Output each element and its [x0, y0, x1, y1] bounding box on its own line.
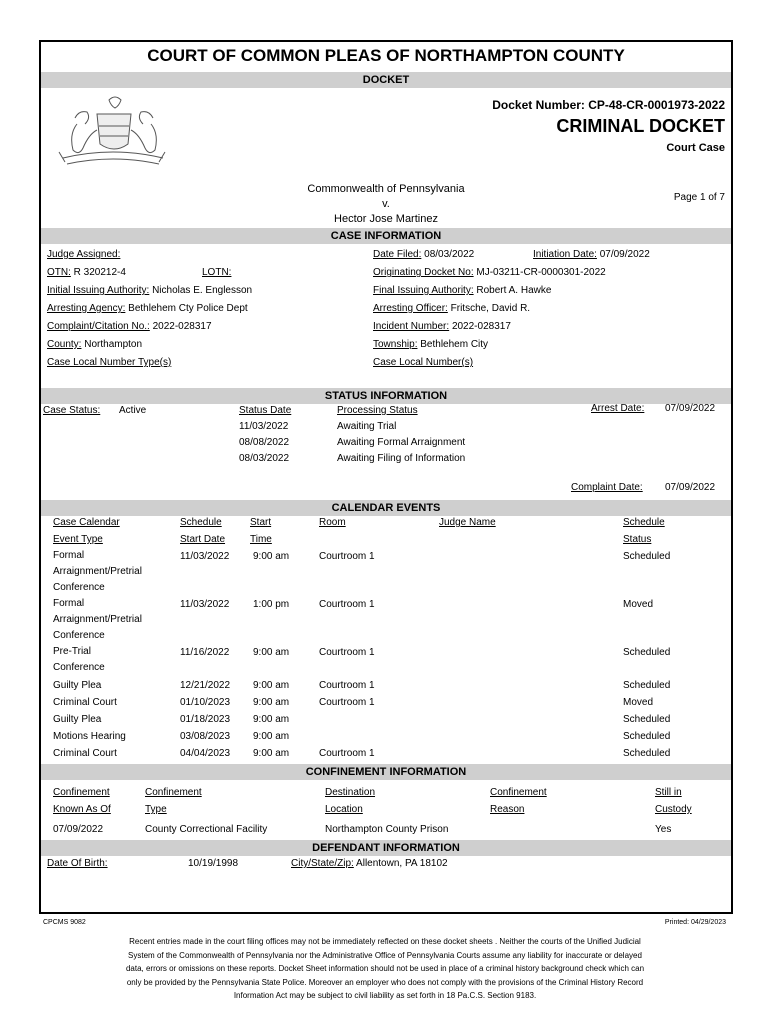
calendar-time: 9:00 am	[253, 551, 290, 562]
county-label: County:	[47, 339, 82, 350]
initial-authority-value: Nicholas E. Englesson	[152, 285, 253, 296]
calendar-time: 9:00 am	[253, 697, 290, 708]
complaint-citation	[47, 318, 212, 335]
event-type-line: Formal	[53, 598, 85, 609]
event-type-line: Pre-Trial	[53, 646, 91, 657]
city-label: City/State/Zip:	[291, 858, 354, 869]
calendar-events-bar: CALENDAR EVENTS	[41, 500, 731, 516]
calendar-event-type: Guilty Plea	[53, 714, 102, 725]
initial-authority-label: Initial Issuing Authority:	[47, 285, 150, 296]
calendar-time: 9:00 am	[253, 731, 290, 742]
county-value: Northampton	[84, 339, 143, 350]
incident-label: Incident Number:	[373, 321, 450, 332]
confinement-known-value: 07/09/2022	[53, 824, 104, 835]
calendar-date: 11/03/2022	[180, 551, 230, 562]
arrest-date-value: 07/09/2022	[665, 403, 716, 414]
complaint-label: Complaint/Citation No.:	[47, 321, 150, 332]
calendar-date: 12/21/2022	[180, 680, 231, 691]
docket-number	[492, 98, 725, 112]
case-status-label: Case Status:	[43, 405, 101, 416]
calendar-status: Moved	[623, 697, 654, 708]
destination-header: Location	[325, 804, 363, 815]
calendar-event-type: Criminal Court	[53, 748, 117, 759]
processing-status: Awaiting Filing of Information	[337, 453, 466, 464]
disclaimer-line: Information Act may be subject to civil liability as set forth in 18 Pa.C.S. Section 9183.	[233, 991, 537, 1000]
calendar-room: Courtroom 1	[319, 599, 375, 610]
initiation-label: Initiation Date:	[533, 249, 597, 260]
room-header: Room	[319, 517, 346, 528]
event-type-line: Arraignment/Pretrial	[53, 566, 142, 577]
confinement-reason-header: Reason	[490, 804, 525, 815]
township	[373, 336, 488, 353]
disclaimer-line: System of the Commonwealth of Pennsylvania nor the Administrative Office of Pennsylvania Courts assume any liability for inaccurate or delayed	[128, 950, 642, 960]
local-number-label: Case Local Number(s)	[373, 357, 474, 368]
city-value: Allentown, PA 18102	[356, 858, 448, 869]
docket-number-label: Docket Number:	[492, 98, 585, 112]
otn-value: R 320212-4	[73, 267, 126, 278]
disclaimer-line: only be provided by the Pennsylvania State Police. Moreover an employer who does not comply with the provisions of the Criminal History Record	[126, 977, 644, 987]
final-issuing-authority	[373, 282, 551, 299]
initiation-date	[533, 246, 650, 263]
calendar-status: Moved	[623, 599, 654, 610]
confinement-type-header: Confinement	[145, 787, 202, 798]
event-type-line: Conference	[53, 582, 105, 593]
calendar-status: Scheduled	[623, 731, 671, 742]
schedule-date-header: Start Date	[180, 534, 226, 545]
start-time-header: Time	[250, 534, 272, 545]
calendar-date: 04/04/2023	[180, 748, 231, 759]
otn-label: OTN:	[47, 267, 71, 278]
dob-label: Date Of Birth:	[47, 858, 108, 869]
arresting-officer-value: Fritsche, David R.	[450, 303, 531, 314]
docket-number-value: CP-48-CR-0001973-2022	[588, 98, 725, 112]
calendar-status: Scheduled	[623, 647, 671, 658]
calendar-status: Scheduled	[623, 714, 671, 725]
printed-date: Printed: 04/29/2023	[664, 919, 726, 926]
lotn	[202, 264, 231, 281]
calendar-date: 01/18/2023	[180, 714, 231, 725]
status-date-label: Status Date	[239, 405, 292, 416]
initial-issuing-authority	[47, 282, 252, 299]
schedule-date-header: Schedule	[180, 517, 222, 528]
calendar-room: Courtroom 1	[319, 551, 375, 562]
form-number: CPCMS 9082	[43, 919, 86, 926]
calendar-room: Courtroom 1	[319, 697, 375, 708]
destination-value: Northampton County Prison	[325, 824, 449, 835]
status-date-header	[239, 402, 291, 419]
criminal-docket-heading: CRIMINAL DOCKET	[556, 116, 725, 136]
confinement-reason-header: Confinement	[490, 787, 547, 798]
calendar-time: 9:00 am	[253, 680, 290, 691]
date-filed-label: Date Filed:	[373, 249, 422, 260]
calendar-event-type	[53, 548, 142, 596]
schedule-status-header: Status	[623, 534, 652, 545]
arresting-officer	[373, 300, 530, 317]
disclaimer-line: Recent entries made in the court filing offices may not be immediately reflected on these docket sheets . Neither the courts of the Unified Judicial	[129, 937, 641, 946]
court-title: COURT OF COMMON PLEAS OF NORTHAMPTON COUNTY	[147, 46, 625, 65]
destination-header: Destination	[325, 787, 376, 798]
event-type-header: Case Calendar	[53, 517, 120, 528]
docket-frame	[39, 40, 733, 914]
originating-docket	[373, 264, 606, 281]
court-case-label: Court Case	[666, 142, 725, 154]
defendant-information-bar: DEFENDANT INFORMATION	[41, 840, 731, 856]
case-local-number-type	[47, 354, 171, 371]
calendar-date: 01/10/2023	[180, 697, 231, 708]
case-caption	[41, 182, 731, 227]
calendar-room: Courtroom 1	[319, 680, 375, 691]
calendar-room: Courtroom 1	[319, 647, 375, 658]
processing-status-header	[337, 402, 418, 419]
calendar-event-type	[53, 644, 105, 676]
city-state-zip	[291, 855, 448, 872]
versus-text: v.	[382, 198, 390, 210]
event-type-line: Arraignment/Pretrial	[53, 614, 142, 625]
incident-number	[373, 318, 511, 335]
arresting-officer-label: Arresting Officer:	[373, 303, 448, 314]
incident-value: 2022-028317	[451, 321, 511, 332]
case-local-number	[373, 354, 473, 371]
status-date: 08/08/2022	[239, 437, 290, 448]
disclaimer-line: data, errors or omissions on these reports. Docket Sheet information should not be used in place of a criminal history background check which can	[125, 964, 645, 973]
calendar-event-type	[53, 596, 142, 644]
confinement-known-header: Confinement	[53, 787, 110, 798]
originating-docket-label: Originating Docket No:	[373, 267, 474, 278]
schedule-status-header: Schedule	[623, 517, 665, 528]
plaintiff-name: Commonwealth of Pennsylvania	[307, 183, 465, 195]
confinement-known-header: Known As Of	[53, 804, 111, 815]
status-date: 08/03/2022	[239, 453, 290, 464]
date-filed-value: 08/03/2022	[424, 249, 475, 260]
confinement-type-header: Type	[145, 804, 167, 815]
processing-status: Awaiting Trial	[337, 421, 397, 432]
date-of-birth	[47, 855, 108, 872]
final-authority-value: Robert A. Hawke	[476, 285, 552, 296]
arresting-agency-value: Bethlehem Cty Police Dept	[128, 303, 248, 314]
processing-status-label: Processing Status	[337, 405, 418, 416]
event-type-header: Event Type	[53, 534, 103, 545]
initiation-value: 07/09/2022	[599, 249, 650, 260]
calendar-time: 9:00 am	[253, 647, 290, 658]
calendar-status: Scheduled	[623, 748, 671, 759]
complaint-date	[571, 479, 643, 496]
confinement-information-bar: CONFINEMENT INFORMATION	[41, 764, 731, 780]
still-in-custody-header: Still in	[655, 787, 682, 798]
county	[47, 336, 142, 353]
arrest-date	[591, 400, 644, 417]
calendar-date: 11/16/2022	[180, 647, 230, 658]
calendar-time: 1:00 pm	[253, 599, 290, 610]
otn	[47, 264, 126, 281]
date-filed	[373, 246, 474, 263]
township-value: Bethlehem City	[420, 339, 489, 350]
start-time-header: Start	[250, 517, 272, 528]
calendar-time: 9:00 am	[253, 714, 290, 725]
judge-label: Judge Assigned:	[47, 249, 121, 260]
event-type-line: Conference	[53, 662, 105, 673]
calendar-status: Scheduled	[623, 680, 671, 691]
township-label: Township:	[373, 339, 418, 350]
docket-bar: DOCKET	[41, 72, 731, 88]
calendar-date: 03/08/2023	[180, 731, 231, 742]
status-date: 11/03/2022	[239, 421, 289, 432]
disclaimer	[60, 935, 710, 1003]
judge-assigned-label	[47, 246, 120, 263]
calendar-status: Scheduled	[623, 551, 671, 562]
calendar-room: Courtroom 1	[319, 748, 375, 759]
date-of-birth-value: 10/19/1998	[188, 858, 239, 869]
arrest-date-label: Arrest Date:	[591, 403, 645, 414]
originating-docket-value: MJ-03211-CR-0000301-2022	[476, 267, 606, 278]
arresting-agency-label: Arresting Agency:	[47, 303, 126, 314]
still-in-custody-value: Yes	[655, 824, 672, 835]
calendar-date: 11/03/2022	[180, 599, 230, 610]
page-number: Page 1 of 7	[673, 192, 725, 203]
event-type-line: Formal	[53, 550, 85, 561]
processing-status: Awaiting Formal Arraignment	[337, 437, 466, 448]
case-information-bar: CASE INFORMATION	[41, 228, 731, 244]
complaint-date-label: Complaint Date:	[571, 482, 643, 493]
still-in-custody-header: Custody	[655, 804, 692, 815]
calendar-event-type: Criminal Court	[53, 697, 117, 708]
event-type-line: Conference	[53, 630, 105, 641]
lotn-label: LOTN:	[202, 267, 232, 278]
case-status	[43, 402, 100, 419]
final-authority-label: Final Issuing Authority:	[373, 285, 474, 296]
confinement-type-value: County Correctional Facility	[145, 824, 268, 835]
arresting-agency	[47, 300, 248, 317]
local-type-label: Case Local Number Type(s)	[47, 357, 172, 368]
judge-name-header: Judge Name	[439, 517, 496, 528]
complaint-value: 2022-028317	[152, 321, 212, 332]
calendar-time: 9:00 am	[253, 748, 290, 759]
pennsylvania-seal-icon	[57, 94, 167, 174]
calendar-event-type: Guilty Plea	[53, 680, 102, 691]
calendar-event-type: Motions Hearing	[53, 731, 126, 742]
case-status-value: Active	[119, 405, 147, 416]
status-information-bar: STATUS INFORMATION	[41, 388, 731, 404]
complaint-date-value: 07/09/2022	[665, 482, 716, 493]
defendant-name: Hector Jose Martinez	[334, 213, 438, 225]
